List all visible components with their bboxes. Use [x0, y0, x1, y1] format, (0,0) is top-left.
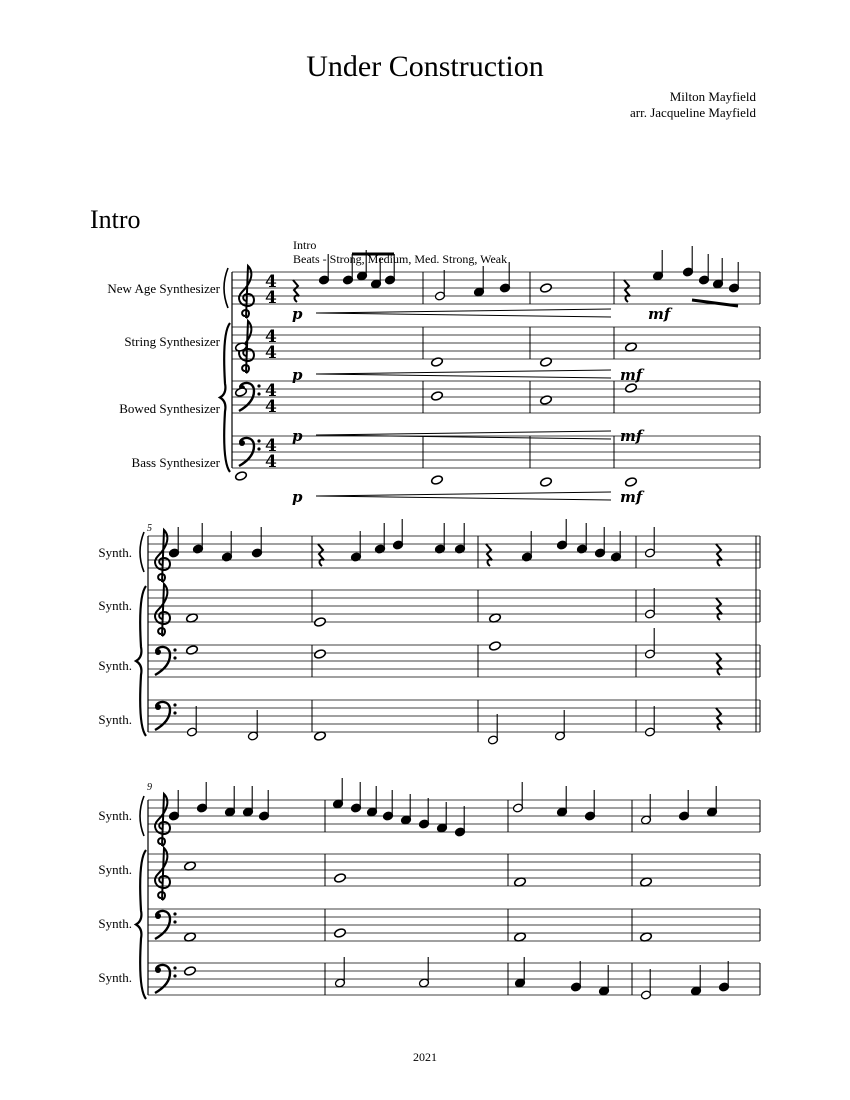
- instrument-name: Synth.: [98, 970, 132, 985]
- staff-brace: [136, 586, 146, 736]
- rehearsal-mark: Intro: [293, 238, 317, 252]
- bass-clef-dot: [257, 392, 260, 395]
- notehead: [540, 283, 553, 294]
- staff-lines: [148, 272, 760, 995]
- quarter-rest: [716, 653, 722, 675]
- dynamic-marking: mf: [620, 427, 643, 445]
- crescendo-hairpin: [316, 374, 611, 378]
- bass-clef-dot: [173, 966, 176, 969]
- crescendo-hairpin: [316, 492, 611, 496]
- instrument-name: Synth.: [98, 658, 132, 673]
- notehead: [489, 641, 502, 652]
- bass-clef-dot: [239, 440, 245, 446]
- section-heading: Intro: [90, 205, 141, 234]
- dynamic-marking: mf: [620, 488, 643, 506]
- dynamic-marking: p: [292, 427, 303, 445]
- time-signature-bottom: 4: [265, 452, 277, 472]
- crescendo-hairpin: [316, 370, 611, 374]
- quarter-rest: [716, 708, 722, 730]
- notehead: [235, 387, 248, 398]
- notehead: [625, 477, 638, 488]
- notehead: [334, 873, 347, 884]
- notehead: [540, 477, 553, 488]
- quarter-rest: [624, 280, 630, 302]
- quarter-rest: [318, 544, 324, 566]
- notehead: [540, 357, 553, 368]
- measure-number: 9: [147, 782, 152, 793]
- treble-clef-icon: [239, 266, 254, 318]
- dynamic-marking: p: [292, 488, 303, 506]
- dynamic-marking: p: [292, 305, 303, 323]
- bass-clef-dot: [257, 447, 260, 450]
- notehead: [184, 966, 197, 977]
- treble-clef-icon: [155, 530, 170, 582]
- instrument-name: Synth.: [98, 712, 132, 727]
- bass-clef-dot: [155, 913, 161, 919]
- notehead: [431, 475, 444, 486]
- notehead: [540, 395, 553, 406]
- time-signature-top: 4: [265, 381, 277, 401]
- notehead: [314, 649, 327, 660]
- bass-clef-dot: [173, 920, 176, 923]
- time-signature-bottom: 4: [265, 343, 277, 363]
- bass-clef-dot: [173, 703, 176, 706]
- notehead: [625, 383, 638, 394]
- notehead: [334, 928, 347, 939]
- bass-clef-dot: [173, 974, 176, 977]
- bass-clef-dot: [257, 384, 260, 387]
- instrument-name: Synth.: [98, 545, 132, 560]
- bass-clef-dot: [173, 912, 176, 915]
- instrument-name: Synth.: [98, 862, 132, 877]
- quarter-rest: [716, 598, 722, 620]
- composer-credit: Milton Mayfield: [669, 89, 756, 104]
- instrument-name: New Age Synthesizer: [107, 281, 220, 296]
- measure-number: 5: [147, 523, 152, 534]
- instrument-name: Synth.: [98, 916, 132, 931]
- clefs: [155, 266, 261, 993]
- bass-clef-dot: [173, 656, 176, 659]
- bass-clef-dot: [173, 648, 176, 651]
- notehead: [186, 645, 199, 656]
- staff-bracket: [140, 532, 144, 572]
- arranger-credit: arr. Jacqueline Mayfield: [630, 105, 756, 120]
- crescendo-hairpin: [316, 496, 611, 500]
- crescendo-hairpin: [316, 431, 611, 435]
- bass-clef-dot: [155, 704, 161, 710]
- treble-clef-icon: [155, 794, 170, 846]
- footer-year: 2021: [413, 1050, 437, 1064]
- staff-bracket: [224, 268, 228, 308]
- crescendo-hairpin: [316, 309, 611, 313]
- bass-clef-dot: [155, 967, 161, 973]
- time-signature-top: 4: [265, 272, 277, 292]
- dynamic-marking: mf: [648, 305, 671, 323]
- bass-clef-dot: [257, 439, 260, 442]
- instrument-name: Synth.: [98, 808, 132, 823]
- instrument-name: Bowed Synthesizer: [119, 401, 220, 416]
- instrument-name: Bass Synthesizer: [131, 455, 220, 470]
- brackets-braces: [136, 268, 230, 999]
- beats-annotation: Beats - Strong, Medium, Med. Strong, Weak: [293, 252, 508, 266]
- score-title: Under Construction: [306, 50, 544, 83]
- dynamic-marking: mf: [620, 366, 643, 384]
- treble-clef-icon: [155, 848, 170, 900]
- quarter-rest: [716, 544, 722, 566]
- instrument-name: Synth.: [98, 598, 132, 613]
- notehead: [235, 471, 248, 482]
- bass-clef-dot: [155, 649, 161, 655]
- barlines: [148, 272, 760, 995]
- beam: [692, 300, 738, 306]
- crescendo-hairpin: [316, 313, 611, 317]
- time-signature-top: 4: [265, 436, 277, 456]
- staff-brace: [220, 323, 230, 472]
- treble-clef-icon: [155, 584, 170, 636]
- staff-bracket: [140, 796, 144, 836]
- quarter-rest: [486, 544, 492, 566]
- time-signature-bottom: 4: [265, 288, 277, 308]
- time-signatures: [265, 272, 277, 472]
- staff-brace: [136, 850, 146, 999]
- notehead: [431, 357, 444, 368]
- bass-clef-dot: [173, 711, 176, 714]
- quarter-rest: [293, 280, 299, 302]
- time-signature-bottom: 4: [265, 397, 277, 417]
- instrument-name: String Synthesizer: [124, 334, 220, 349]
- notehead: [314, 617, 327, 628]
- dynamic-marking: p: [292, 366, 303, 384]
- notehead: [431, 391, 444, 402]
- time-signature-top: 4: [265, 327, 277, 347]
- crescendo-hairpins: [316, 309, 611, 500]
